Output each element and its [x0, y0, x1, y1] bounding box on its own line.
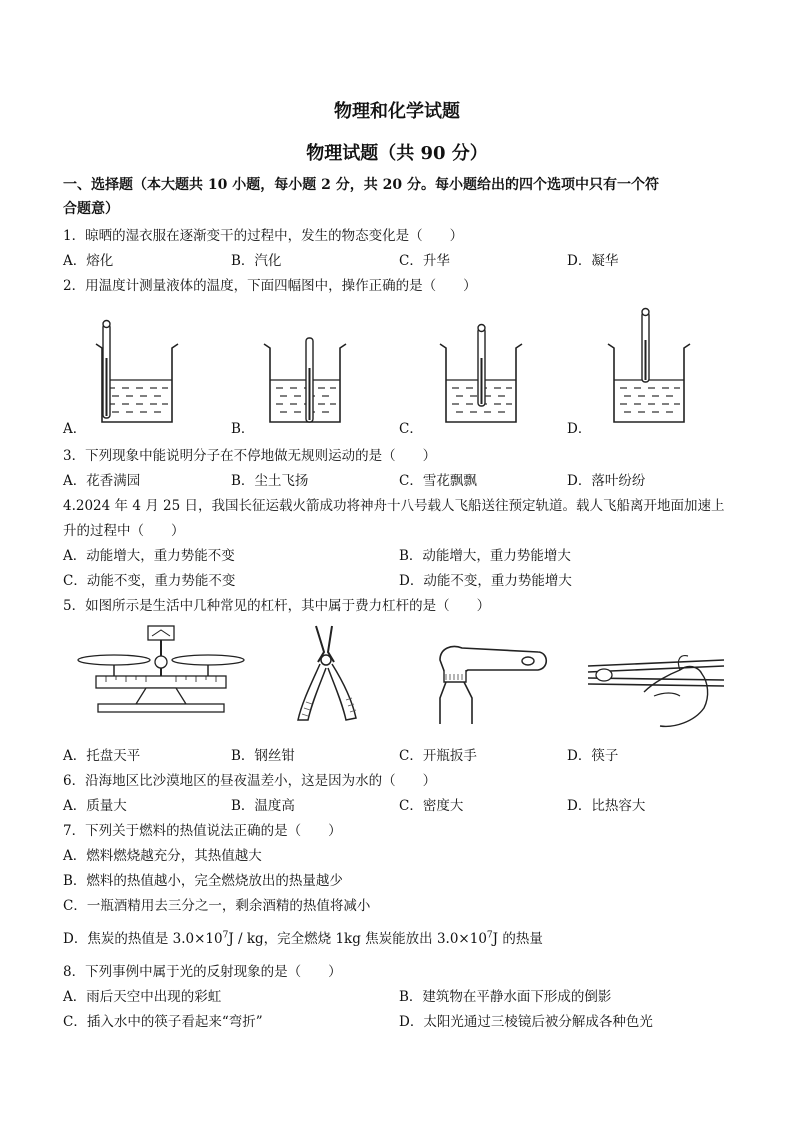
- q7-option-d: [63, 927, 543, 947]
- q4-stem: 4.2024 年 4 月 25 日，我国长征运载火箭成功将神舟十八号载人飞船送往预定轨道。载人飞船离开地面加速上: [63, 498, 725, 514]
- q5-option-b: B．钢丝钳: [231, 748, 295, 764]
- q7-option-d-part1: D．焦炭的热值是 3.0×10: [63, 931, 223, 947]
- q7-option-a: A．燃料燃烧越充分，其热值越大: [63, 848, 262, 864]
- q3-option-c: C．雪花飘飘: [399, 473, 477, 489]
- q3-option-b: B．尘土飞扬: [231, 473, 309, 489]
- q6-option-d: D．比热容大: [567, 798, 646, 814]
- beaker-figure-a: [88, 318, 198, 430]
- q7-option-b: B．燃料的热值越小，完全燃烧放出的热量越少: [63, 873, 343, 889]
- q1-option-b: B．汽化: [231, 253, 282, 269]
- q7-stem: 7．下列关于燃料的热值说法正确的是（ ）: [63, 823, 342, 839]
- q6-option-a: A．质量大: [63, 798, 127, 814]
- q1-option-c: C．升华: [399, 253, 450, 269]
- q4-stem-cont: 升的过程中（ ）: [63, 523, 185, 539]
- q1-stem: 1．晾晒的湿衣服在逐渐变干的过程中，发生的物态变化是（ ）: [63, 228, 464, 244]
- q3-stem: 3．下列现象中能说明分子在不停地做无规则运动的是（ ）: [63, 448, 437, 464]
- balance-scale-figure: [76, 622, 246, 722]
- q7-option-d-part2: J / kg，完全燃烧 1kg 焦炭能放出 3.0×10: [228, 931, 487, 947]
- q8-option-d: D．太阳光通过三棱镜后被分解成各种色光: [399, 1014, 653, 1030]
- q5-option-a: A．托盘天平: [63, 748, 141, 764]
- q7-exponent-1: 7: [222, 930, 229, 941]
- q7-option-c: C．一瓶酒精用去三分之一，剩余酒精的热值将减小: [63, 898, 371, 914]
- q2-stem: 2．用温度计测量液体的温度，下面四幅图中，操作正确的是（ ）: [63, 278, 477, 294]
- q4-option-c: C．动能不变，重力势能不变: [63, 573, 236, 589]
- beaker-figure-b: [256, 318, 366, 430]
- paper-title: 物理和化学试题: [334, 101, 460, 122]
- q5-stem: 5．如图所示是生活中几种常见的杠杆，其中属于费力杠杆的是（ ）: [63, 598, 491, 614]
- q8-stem: 8．下列事例中属于光的反射现象的是（ ）: [63, 964, 342, 980]
- q8-option-a: A．雨后天空中出现的彩虹: [63, 989, 222, 1005]
- q8-option-c: C．插入水中的筷子看起来“弯折”: [63, 1014, 263, 1030]
- q7-option-d-part3: J 的热量: [492, 931, 543, 947]
- q8-option-b: B．建筑物在平静水面下形成的倒影: [399, 989, 612, 1005]
- q7-exponent-2: 7: [486, 930, 493, 941]
- chopsticks-figure: [584, 652, 728, 730]
- q2-option-d: D．: [567, 421, 592, 437]
- q2-option-b: B．: [231, 421, 255, 437]
- q4-option-b: B．动能增大，重力势能增大: [399, 548, 571, 564]
- q4-option-d: D．动能不变，重力势能增大: [399, 573, 572, 589]
- pliers-figure: [288, 622, 368, 724]
- paper-subtitle: 物理试题（共 90 分）: [306, 143, 488, 164]
- q6-option-b: B．温度高: [231, 798, 295, 814]
- q1-option-d: D．凝华: [567, 253, 619, 269]
- section-heading-cont: 合题意）: [63, 201, 119, 217]
- q3-option-d: D．落叶纷纷: [567, 473, 646, 489]
- q5-option-c: C．开瓶扳手: [399, 748, 477, 764]
- q1-option-a: A．熔化: [63, 253, 114, 269]
- q4-option-a: A．动能增大，重力势能不变: [63, 548, 235, 564]
- q6-stem: 6．沿海地区比沙漠地区的昼夜温差小，这是因为水的（ ）: [63, 773, 437, 789]
- q2-option-a: A．: [63, 421, 87, 437]
- beaker-figure-d: [600, 300, 710, 430]
- q5-option-d: D．筷子: [567, 748, 619, 764]
- section-heading: 一、选择题（本大题共 10 小题，每小题 2 分，共 20 分。每小题给出的四个选项中只有一个符: [63, 177, 659, 193]
- q3-option-a: A．花香满园: [63, 473, 141, 489]
- q6-option-c: C．密度大: [399, 798, 464, 814]
- beaker-figure-c: [432, 318, 542, 430]
- bottle-opener-figure: [432, 640, 552, 724]
- q2-option-c: C．: [399, 421, 423, 437]
